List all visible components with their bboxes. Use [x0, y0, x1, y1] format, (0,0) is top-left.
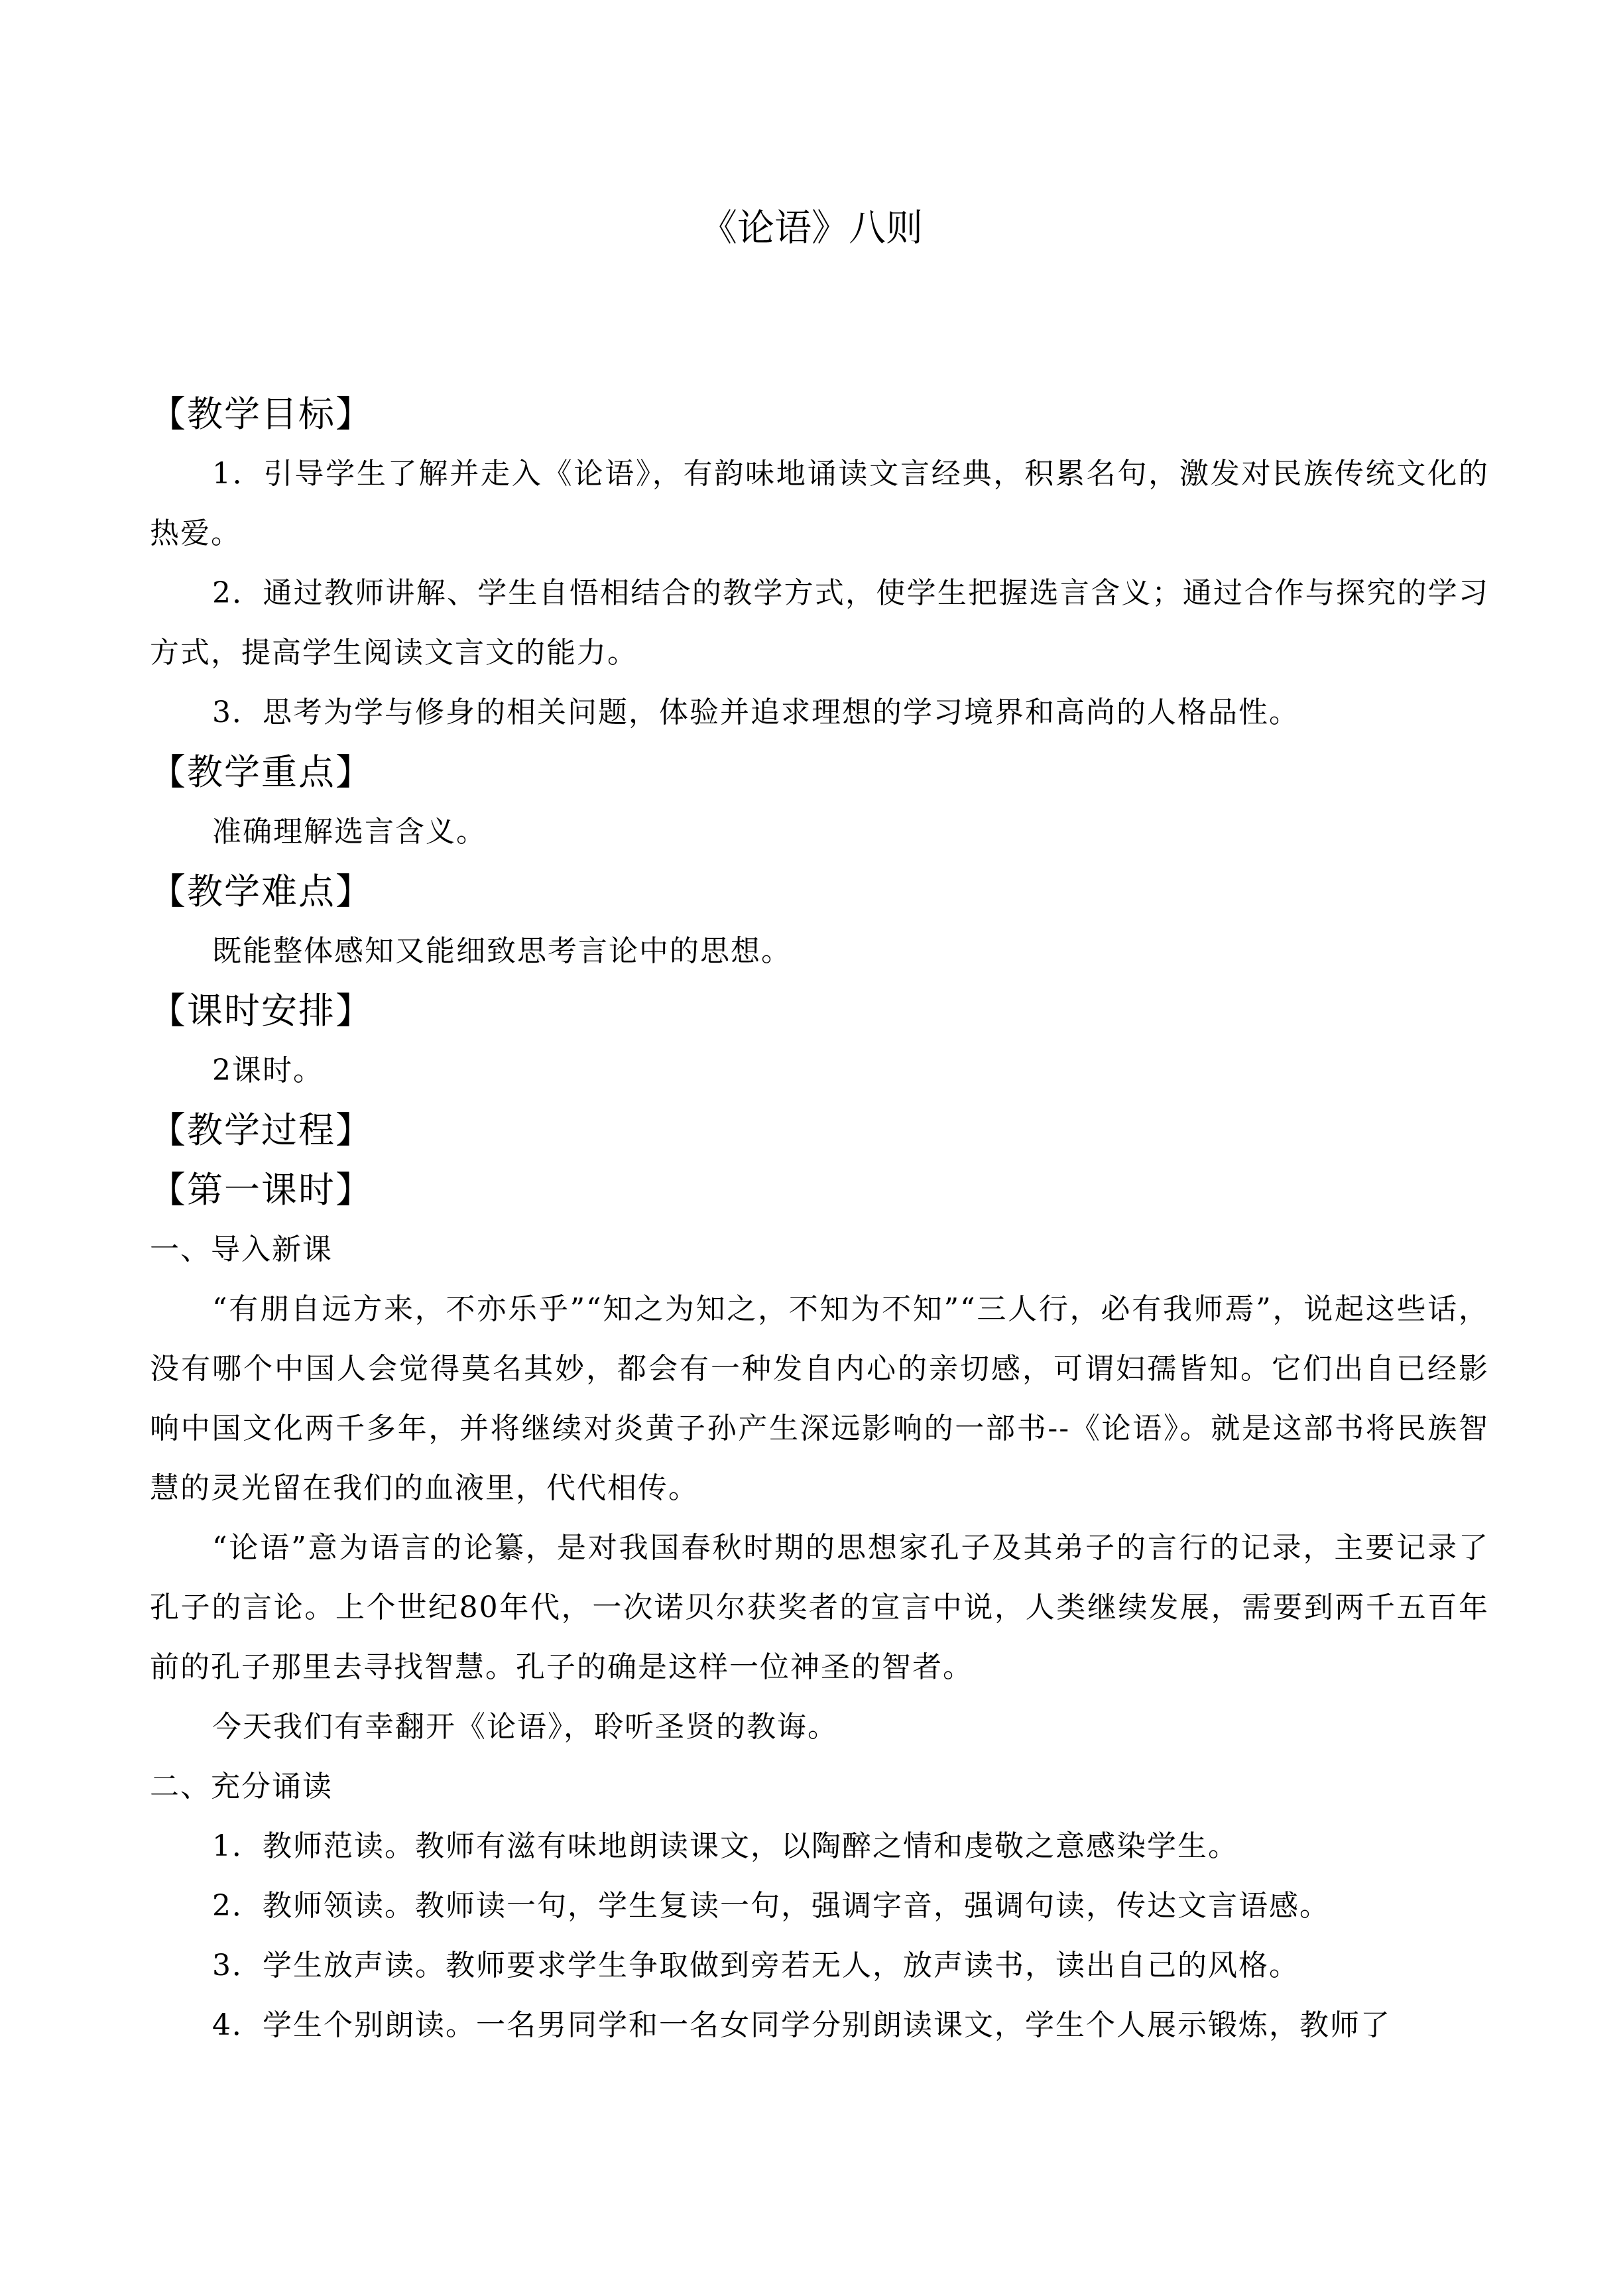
document-title: 《论语》八则 — [700, 207, 923, 250]
reading-item-4: 4．学生个别朗读。一名男同学和一名女同学分别朗读课文，学生个人展示锻炼，教师了 — [212, 2008, 1391, 2042]
intro-heading: 一、导入新课 — [150, 1233, 333, 1266]
intro-paragraph-3: 今天我们有幸翻开《论语》，聆听圣贤的教诲。 — [212, 1710, 838, 1744]
difficulties-heading: 【教学难点】 — [150, 871, 373, 912]
key-points-heading: 【教学重点】 — [150, 751, 373, 793]
document-body — [150, 385, 1489, 2055]
objective-item-1: 1．引导学生了解并走入《论语》，有韵味地诵读文言经典，积累名句，激发对民族传统文化的热爱。 — [150, 457, 1489, 550]
objectives-heading: 【教学目标】 — [150, 393, 373, 435]
objective-item-3: 3．思考为学与修身的相关问题，体验并追求理想的学习境界和高尚的人格品性。 — [212, 695, 1299, 729]
schedule-heading: 【课时安排】 — [150, 990, 373, 1032]
key-points-text: 准确理解选言含义。 — [212, 815, 487, 849]
first-lesson-heading: 【第一课时】 — [150, 1169, 373, 1211]
intro-paragraph-1: “有朋自远方来，不亦乐乎”“知之为知之，不知为不知”“三人行，必有我师焉”，说起这些话，没有哪个中国人会觉得莫名其妙，都会有一种发自内心的亲切感，可谓妇孺皆知。它们出自已经影响中国文化两千多年，并将继续对炎黄子孙产生深远影响的一部书--《论语》。就是这部书将民族智慧的灵光留在我们的血液里，代代相传。 — [150, 1292, 1489, 1505]
reading-item-2: 2．教师领读。教师读一句，学生复读一句，强调字音，强调句读，传达文言语感。 — [212, 1889, 1330, 1923]
intro-paragraph-2: “论语”意为语言的论纂，是对我国春秋时期的思想家孔子及其弟子的言行的记录，主要记录了孔子的言论。上个世纪80年代，一次诺贝尔获奖者的宣言中说，人类继续发展，需要到两千五百年前的孔子那里去寻找智慧。孔子的确是这样一位神圣的智者。 — [150, 1531, 1489, 1684]
process-heading: 【教学过程】 — [150, 1109, 373, 1151]
objective-item-2: 2．通过教师讲解、学生自悟相结合的教学方式，使学生把握选言含义；通过合作与探究的学习方式，提高学生阅读文言文的能力。 — [150, 576, 1489, 670]
schedule-text: 2课时。 — [212, 1054, 324, 1087]
reading-heading: 二、充分诵读 — [150, 1770, 333, 1803]
reading-item-3: 3．学生放声读。教师要求学生争取做到旁若无人，放声读书，读出自己的风格。 — [212, 1949, 1299, 1982]
reading-item-1: 1．教师范读。教师有滋有味地朗读课文，以陶醉之情和虔敬之意感染学生。 — [212, 1829, 1238, 1863]
difficulties-text: 既能整体感知又能细致思考言论中的思想。 — [212, 934, 792, 968]
